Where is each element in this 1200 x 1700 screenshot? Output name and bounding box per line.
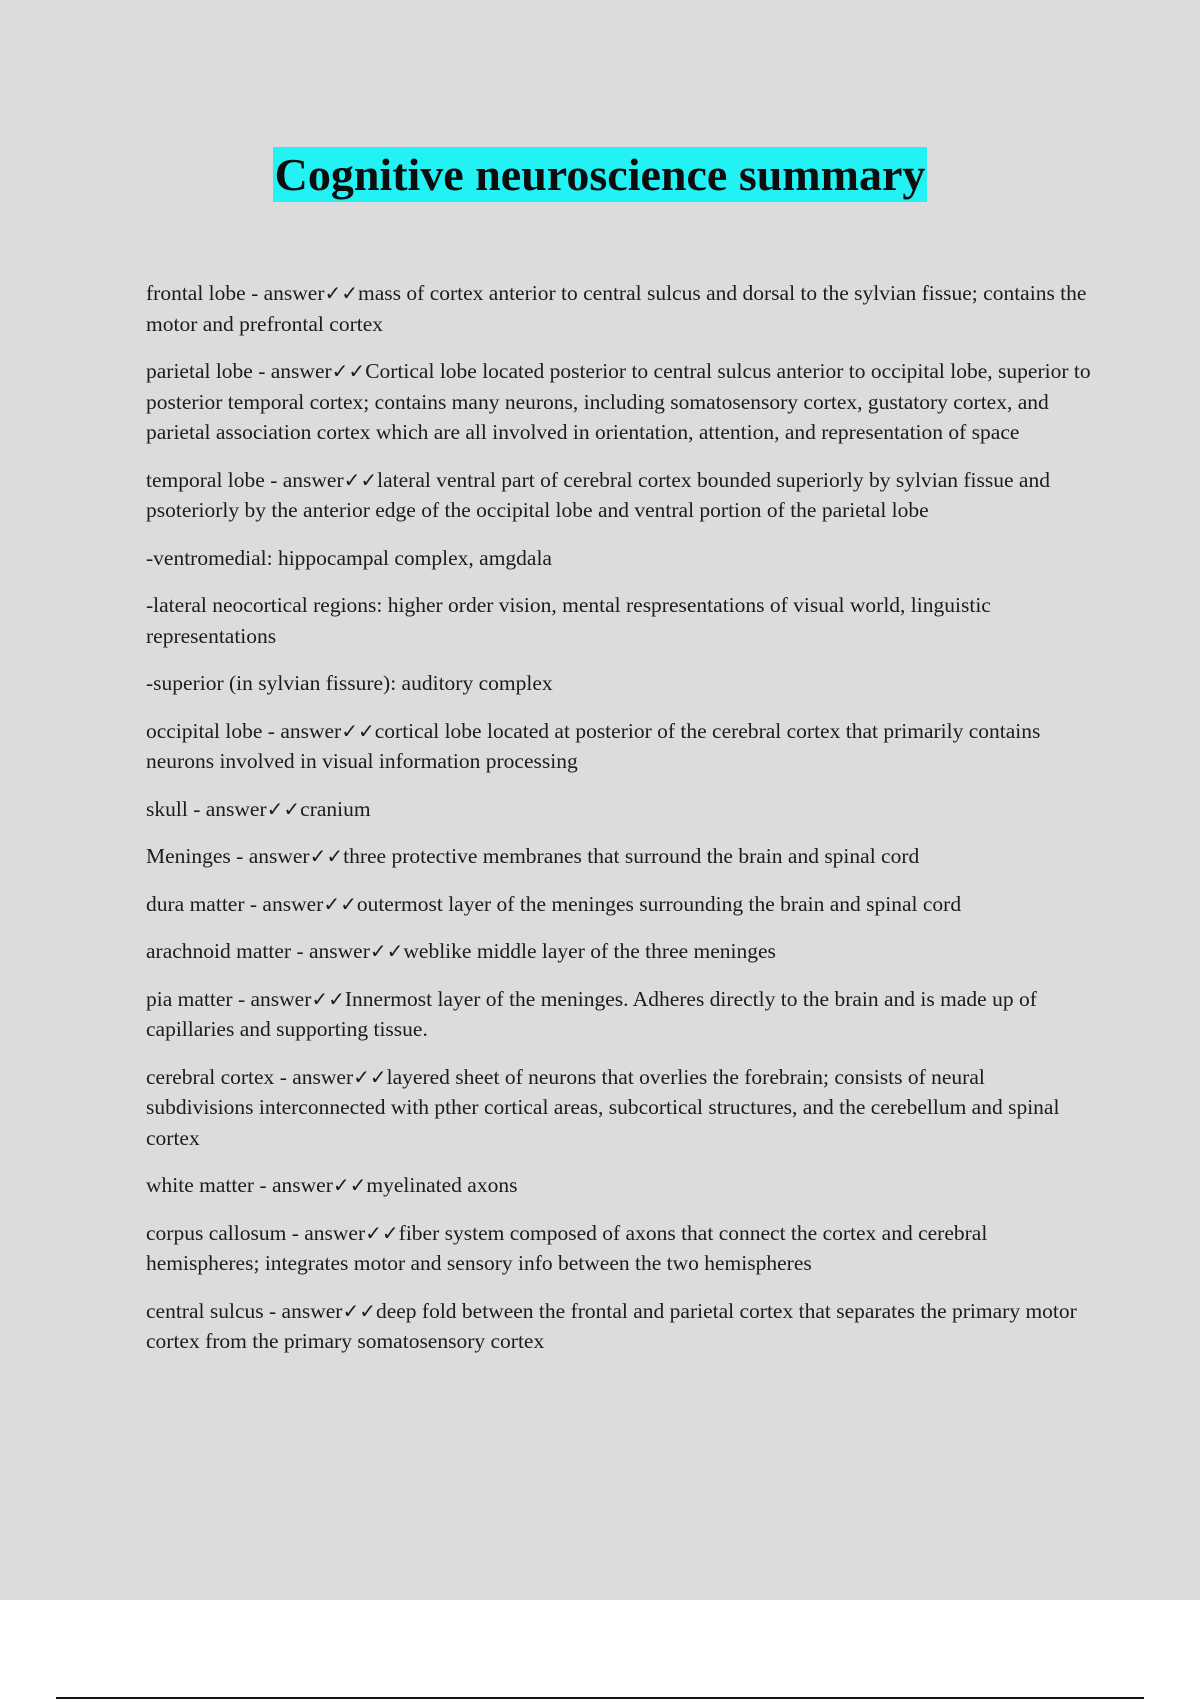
- entry-cerebral-cortex: [146, 1062, 1091, 1154]
- entry-term: corpus callosum: [146, 1220, 287, 1245]
- entry-term: skull: [146, 796, 188, 821]
- entry-definition: cortical lobe located at posterior of the cerebral cortex that primarily contains neurons involved in visual information processing: [146, 718, 1041, 773]
- entry-parietal-lobe: [146, 356, 1091, 448]
- entry-separator: - answer: [291, 939, 370, 963]
- entry-term: occipital lobe: [146, 718, 263, 743]
- entry-definition: fiber system composed of axons that connect the cortex and cerebral hemispheres; integrates motor and sensory info between the two hemispheres: [146, 1220, 988, 1275]
- entry-definition: layered sheet of neurons that overlies the forebrain; consists of neural subdivisions interconnected with pther cortical areas, subcortical structures, and the cerebellum and spinal cortex: [146, 1064, 1060, 1150]
- check-marks-icon: ✓✓: [331, 359, 366, 383]
- entry-term: arachnoid matter: [146, 939, 292, 963]
- entry-separator: - answer: [262, 718, 342, 743]
- entry-separator: - answer: [263, 1298, 343, 1323]
- entry-corpus-callosum: [146, 1218, 1091, 1279]
- entry-arachnoid-matter: [146, 936, 1091, 967]
- entry-definition: weblike middle layer of the three meninges: [403, 939, 776, 963]
- check-marks-icon: ✓✓: [342, 1298, 376, 1323]
- entry-separator: - answer: [254, 1173, 333, 1197]
- entry-definition: Cortical lobe located posterior to central sulcus anterior to occipital lobe, superior to posterior temporal cortex; contains many neurons, including somatosensory cortex, gustatory cortex, and parietal association cortex which are all involved in orientation, attention, and representation of space: [146, 359, 1091, 444]
- check-marks-icon: ✓✓: [324, 281, 359, 305]
- entry-lateral-neocortical: -lateral neocortical regions: higher order vision, mental respresentations of visual world, linguistic representations: [146, 593, 991, 648]
- entry-separator: - answer: [187, 796, 267, 821]
- entry-separator: - answer: [274, 1064, 354, 1089]
- entry-term: cerebral cortex: [146, 1064, 275, 1089]
- check-marks-icon: ✓✓: [365, 1220, 399, 1245]
- check-marks-icon: ✓✓: [353, 1064, 387, 1089]
- entry-frontal-lobe: [146, 278, 1091, 339]
- entry-separator: - answer: [230, 844, 310, 868]
- entry-separator: - answer: [286, 1220, 366, 1245]
- entry-meninges: [146, 841, 1091, 872]
- check-marks-icon: ✓✓: [311, 986, 345, 1011]
- entry-term: Meninges: [146, 844, 231, 868]
- check-marks-icon: ✓✓: [332, 1173, 367, 1197]
- entry-skull: [146, 794, 1091, 825]
- entry-pia-matter: [146, 984, 1091, 1045]
- entry-definition: cranium: [300, 796, 371, 821]
- entry-term: temporal lobe: [146, 467, 265, 492]
- entry-definition: deep fold between the frontal and parietal cortex that separates the primary motor cortex from the primary somatosensory cortex: [146, 1298, 1077, 1353]
- entry-dura-matter: [146, 889, 1091, 920]
- entry-term: parietal lobe: [146, 359, 253, 383]
- page-title: Cognitive neuroscience summary: [274, 149, 926, 200]
- entry-white-matter: [146, 1170, 1091, 1201]
- check-marks-icon: ✓✓: [266, 796, 301, 821]
- entry-occipital-lobe: [146, 716, 1091, 777]
- check-marks-icon: ✓✓: [343, 467, 378, 492]
- bottom-divider: [56, 1697, 1144, 1699]
- entry-term: pia matter: [146, 986, 233, 1011]
- entry-superior-sylvian: -superior (in sylvian fissure): auditory complex: [146, 671, 553, 695]
- entry-term: frontal lobe: [146, 281, 246, 305]
- entry-definition: myelinated axons: [366, 1173, 518, 1197]
- check-marks-icon: ✓✓: [341, 718, 375, 743]
- entry-separator: - answer: [264, 467, 344, 492]
- entry-ventromedial: -ventromedial: hippocampal complex, amgdala: [146, 545, 552, 570]
- entry-term: white matter: [146, 1173, 255, 1197]
- entry-definition: three protective membranes that surround the brain and spinal cord: [343, 844, 920, 868]
- entry-definition: outermost layer of the meninges surrounding the brain and spinal cord: [356, 891, 962, 916]
- entry-term: dura matter: [146, 891, 245, 916]
- entry-definition: mass of cortex anterior to central sulcus and dorsal to the sylvian fissue; contains the motor and prefrontal cortex: [146, 281, 1087, 336]
- entry-term: central sulcus: [146, 1298, 264, 1323]
- title-container: [0, 147, 1200, 202]
- check-marks-icon: ✓✓: [323, 891, 357, 916]
- entry-definition: Innermost layer of the meninges. Adheres directly to the brain and is made up of capillaries and supporting tissue.: [146, 986, 1037, 1041]
- entry-temporal-lobe: [146, 465, 1091, 526]
- entry-central-sulcus: [146, 1296, 1091, 1357]
- entry-separator: - answer: [232, 986, 312, 1011]
- entry-separator: - answer: [252, 359, 332, 383]
- entry-definition: lateral ventral part of cerebral cortex bounded superiorly by sylvian fissue and psoteriorly by the anterior edge of the occipital lobe and ventral portion of the parietal lobe: [146, 467, 1050, 522]
- entry-separator: - answer: [244, 891, 324, 916]
- entries-list: [146, 278, 1091, 1374]
- check-marks-icon: ✓✓: [369, 939, 404, 963]
- check-marks-icon: ✓✓: [309, 844, 344, 868]
- entry-separator: - answer: [245, 281, 325, 305]
